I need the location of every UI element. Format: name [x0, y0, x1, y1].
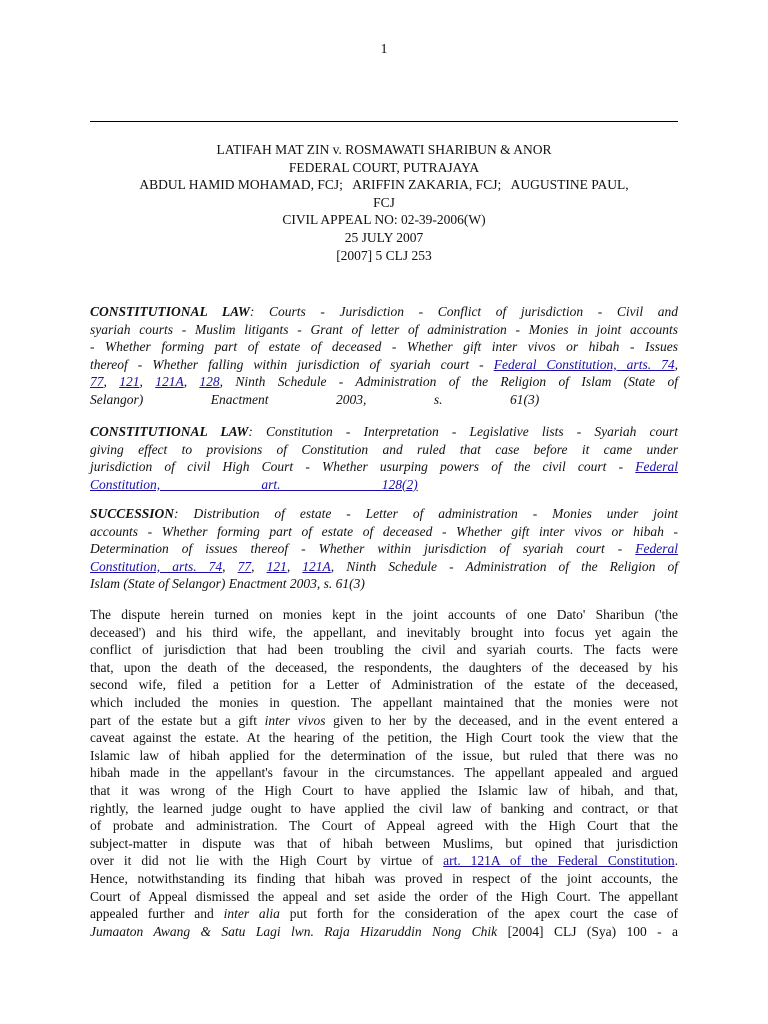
case-header [90, 141, 678, 264]
headnote-keyword: CONSTITUTIONAL LAW [90, 424, 249, 439]
headnote-succession: SUCCESSION: Distribution of estate - Letter of administration - Monies under joint accounts - Whether forming part of estate of deceased - Whether gift inter vivos or hibah - Determination of issues thereof - Whether within jurisdiction of syariah court - Federal Constitution, arts. 74, 77, 121, 121A, Ninth Schedule - Administration of the Religion of Islam (State of Selangor) Enactment 2003, s. 61(3) [90, 506, 678, 592]
appeal-number: CIVIL APPEAL NO: 02-39-2006(W) [282, 212, 486, 228]
headnote-keyword: CONSTITUTIONAL LAW [90, 304, 250, 319]
facts-paragraph: The dispute herein turned on monies kept in the joint accounts of one Dato' Sharibun ('the deceased') and his third wife, the appellant, and inevitably brought into focus yet again the conflict of jurisdiction that had been troubling the civil and syariah courts. The facts were that, upon the death of the deceased, the respondents, the daughters of the deceased by his second wife, filed a petition for a Letter of Administration of the estate of the deceased, which included the monies in question. The appellant maintained that the monies were not part of the estate but a gift inter vivos given to her by the deceased, and in the event entered a caveat against the estate. At the hearing of the petition, the High Court took the view that the Islamic law of hibah applied for the determination of the issue, but ruled that there was no hibah made in the appellant's favour in the circumstances. The appellant appealed and argued that it was wrong of the High Court to have applied the Islamic law of hibah, and that, rightly, the learned judge ought to have applied the civil law of banking and contract, or that of probate and administration. The Court of Appeal agreed with the High Court that the subject-matter in dispute was that of hibah between Muslims, but opined that jurisdiction over it did not lie with the High Court by virtue of art. 121A of the Federal Constitution. Hence, notwithstanding its finding that hibah was proved in respect of the joint accounts, the Court of Appeal dismissed the appeal and set aside the order of the High Court. The appellant appealed further and inter alia put forth for the consideration of the apex court the case of Jumaaton Awang & Satu Lagi lwn. Raja Hizaruddin Nong Chik [2004] CLJ (Sya) 100 - a [90, 607, 678, 939]
link-art-121[interactable]: 121 [266, 558, 287, 574]
citation: [2007] 5 CLJ 253 [336, 247, 432, 263]
link-federal-constitution-arts-74[interactable]: Constitution, arts. 74 [90, 558, 223, 574]
headnote-keyword: SUCCESSION [90, 506, 175, 521]
link-federal[interactable]: Federal [635, 541, 678, 557]
header-divider [90, 121, 678, 122]
link-federal[interactable]: Federal [635, 459, 678, 475]
headnote-constitutional-law-2: CONSTITUTIONAL LAW: Constitution - Interpretation - Legislative lists - Syariah court giving effect to provisions of Constitution and ruled that case before it came under jurisdiction of civil High Court - Whether usurping powers of the civil court - Federal Constitution, art. 128(2) [90, 424, 678, 492]
link-art-121a-federal-constitution[interactable]: art. 121A of the Federal Constitution [443, 853, 675, 869]
link-federal-constitution-arts-74[interactable]: Federal Constitution, arts. 74 [493, 356, 675, 372]
headnote-constitutional-law-1: CONSTITUTIONAL LAW: Courts - Jurisdiction - Conflict of jurisdiction - Civil and syariah courts - Muslim litigants - Grant of letter of administration - Monies in joint accounts - Whether forming part of estate of deceased - Whether gift inter vivos or hibah - Issues thereof - Whether falling within jurisdiction of syariah court - Federal Constitution, arts. 74, 77, 121, 121A, 128, Ninth Schedule - Administration of the Religion of Islam (State of Selangor) Enactment 2003, s. 61(3) [90, 304, 679, 407]
link-federal-constitution-art-128-2[interactable]: Constitution, art. 128(2) [90, 476, 418, 492]
decision-date: 25 JULY 2007 [344, 229, 424, 245]
link-art-121[interactable]: 121 [119, 374, 140, 390]
link-art-77[interactable]: 77 [90, 374, 104, 390]
link-art-128[interactable]: 128 [199, 374, 220, 390]
case-title: LATIFAH MAT ZIN v. ROSMAWATI SHARIBUN & ANOR [216, 142, 552, 157]
link-art-121a[interactable]: 121A [302, 558, 331, 574]
court-name: FEDERAL COURT, PUTRAJAYA [288, 159, 480, 175]
link-art-121a[interactable]: 121A [155, 374, 184, 390]
judges-line-cont: FCJ [373, 194, 395, 210]
judges-line: ABDUL HAMID MOHAMAD, FCJ; ARIFFIN ZAKARIA, FCJ; AUGUSTINE PAUL, [139, 177, 629, 193]
link-art-77[interactable]: 77 [237, 558, 252, 574]
page-number: 1 [380, 42, 388, 57]
